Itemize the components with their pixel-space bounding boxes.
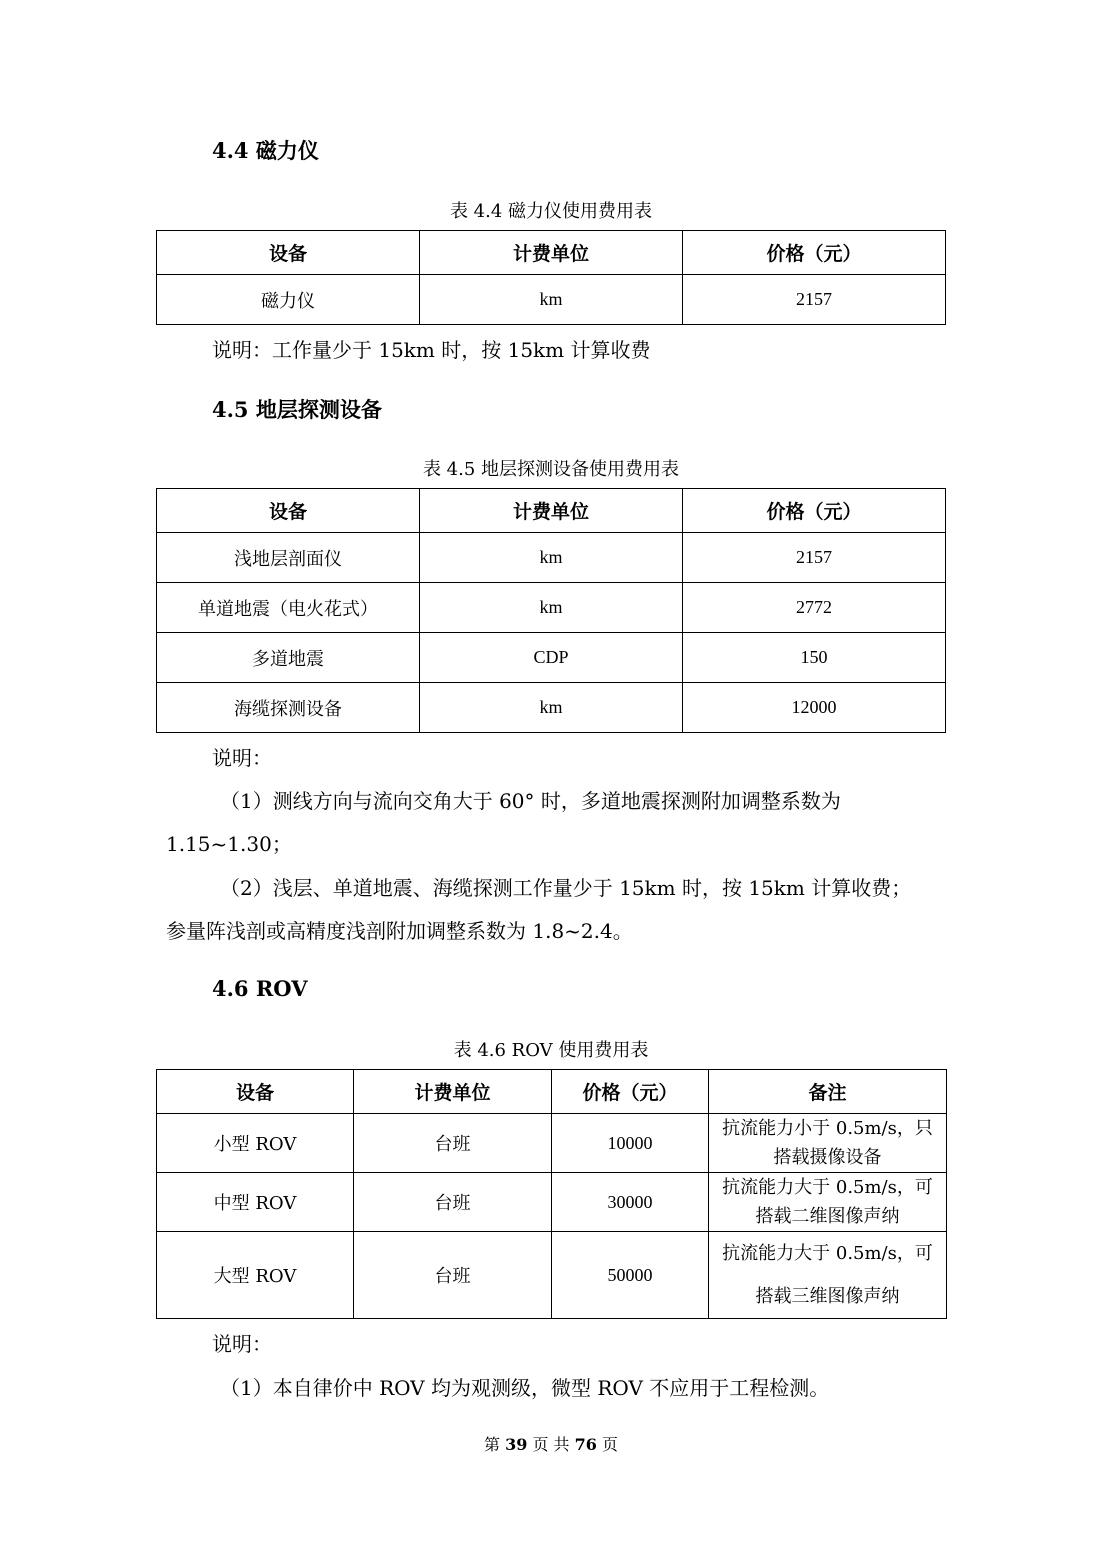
- table-header-row: [157, 231, 946, 275]
- header-cell: 计费单位: [420, 231, 683, 275]
- table-cell: 150: [683, 633, 946, 683]
- table-cell: 多道地震: [157, 633, 420, 683]
- table-cell: km: [420, 533, 683, 583]
- section-heading-4-6: 4.6 ROV: [212, 976, 308, 1001]
- footer-prefix: 第: [483, 1435, 500, 1454]
- table-cell: km: [420, 683, 683, 733]
- table-cell: 2772: [683, 583, 946, 633]
- table-row: [157, 583, 946, 633]
- table-cell: 单道地震（电火花式）: [157, 583, 420, 633]
- table-cell: 12000: [683, 683, 946, 733]
- header-cell: 设备: [157, 231, 420, 275]
- footer-suffix: 页: [602, 1435, 619, 1454]
- table-cell: 海缆探测设备: [157, 683, 420, 733]
- table-cell: km: [420, 275, 683, 325]
- note-4-5-item-1: （1）测线方向与流向交角大于 60° 时，多道地震探测附加调整系数为: [220, 789, 841, 813]
- table-cell: 50000: [552, 1232, 709, 1319]
- table-rov: [156, 1069, 947, 1319]
- table-row: [157, 633, 946, 683]
- header-cell: 设备: [157, 489, 420, 533]
- note-4-5-item-1-cont: 1.15~1.30；: [166, 832, 292, 856]
- header-cell: 价格（元）: [552, 1070, 709, 1114]
- note-4-5-item-2-cont: 参量阵浅剖或高精度浅剖附加调整系数为 1.8~2.4。: [166, 919, 633, 943]
- table-header-row: [157, 1070, 947, 1114]
- table-caption-4-4: 表 4.4 磁力仪使用费用表: [449, 201, 653, 222]
- table-cell: CDP: [420, 633, 683, 683]
- remark-line: 抗流能力大于 0.5m/s，可: [722, 1243, 933, 1264]
- table-row: [157, 683, 946, 733]
- table-row: [157, 533, 946, 583]
- remark-cell: [709, 1232, 947, 1319]
- header-cell: 备注: [709, 1070, 947, 1114]
- table-cell: 30000: [552, 1173, 709, 1232]
- table-caption-4-5: 表 4.5 地层探测设备使用费用表: [422, 459, 680, 480]
- header-cell: 计费单位: [354, 1070, 552, 1114]
- table-cell: 2157: [683, 275, 946, 325]
- note-4-4: 说明：工作量少于 15km 时，按 15km 计算收费: [212, 338, 651, 362]
- table-magnetometer: [156, 230, 946, 325]
- table-cell: 2157: [683, 533, 946, 583]
- remark-line: 搭载二维图像声纳: [755, 1206, 900, 1227]
- table-caption-4-6: 表 4.6 ROV 使用费用表: [453, 1040, 649, 1061]
- table-cell: 10000: [552, 1114, 709, 1173]
- footer-mid: 页 共: [532, 1435, 570, 1454]
- table-cell: km: [420, 583, 683, 633]
- table-cell: 大型 ROV: [157, 1232, 354, 1319]
- remark-cell: [709, 1173, 947, 1232]
- note-4-6-item-1: （1）本自律价中 ROV 均为观测级，微型 ROV 不应用于工程检测。: [220, 1376, 830, 1400]
- table-cell: 浅地层剖面仪: [157, 533, 420, 583]
- section-heading-4-4: 4.4 磁力仪: [212, 138, 319, 163]
- table-row: [157, 1173, 947, 1232]
- note-4-5-item-2: （2）浅层、单道地震、海缆探测工作量少于 15km 时，按 15km 计算收费；: [220, 876, 912, 900]
- table-row: [157, 1232, 947, 1319]
- header-cell: 设备: [157, 1070, 354, 1114]
- remark-line: 搭载摄像设备: [773, 1147, 882, 1168]
- page-footer: [0, 1432, 1102, 1455]
- table-cell: 台班: [354, 1173, 552, 1232]
- table-cell: 台班: [354, 1232, 552, 1319]
- table-header-row: [157, 489, 946, 533]
- remark-line: 搭载三维图像声纳: [755, 1286, 900, 1307]
- table-row: [157, 1114, 947, 1173]
- note-label-4-6: 说明：: [212, 1332, 272, 1356]
- page-number: 39: [505, 1435, 528, 1454]
- header-cell: 计费单位: [420, 489, 683, 533]
- table-cell: 小型 ROV: [157, 1114, 354, 1173]
- table-cell: 中型 ROV: [157, 1173, 354, 1232]
- table-cell: 台班: [354, 1114, 552, 1173]
- remark-line: 抗流能力小于 0.5m/s，只: [722, 1118, 933, 1139]
- table-stratum-survey: [156, 488, 946, 733]
- section-heading-4-5: 4.5 地层探测设备: [212, 397, 382, 422]
- table-cell: 磁力仪: [157, 275, 420, 325]
- header-cell: 价格（元）: [683, 489, 946, 533]
- note-label-4-5: 说明：: [212, 746, 272, 770]
- header-cell: 价格（元）: [683, 231, 946, 275]
- page-total: 76: [574, 1435, 597, 1454]
- table-row: [157, 275, 946, 325]
- remark-cell: [709, 1114, 947, 1173]
- remark-line: 抗流能力大于 0.5m/s，可: [722, 1177, 933, 1198]
